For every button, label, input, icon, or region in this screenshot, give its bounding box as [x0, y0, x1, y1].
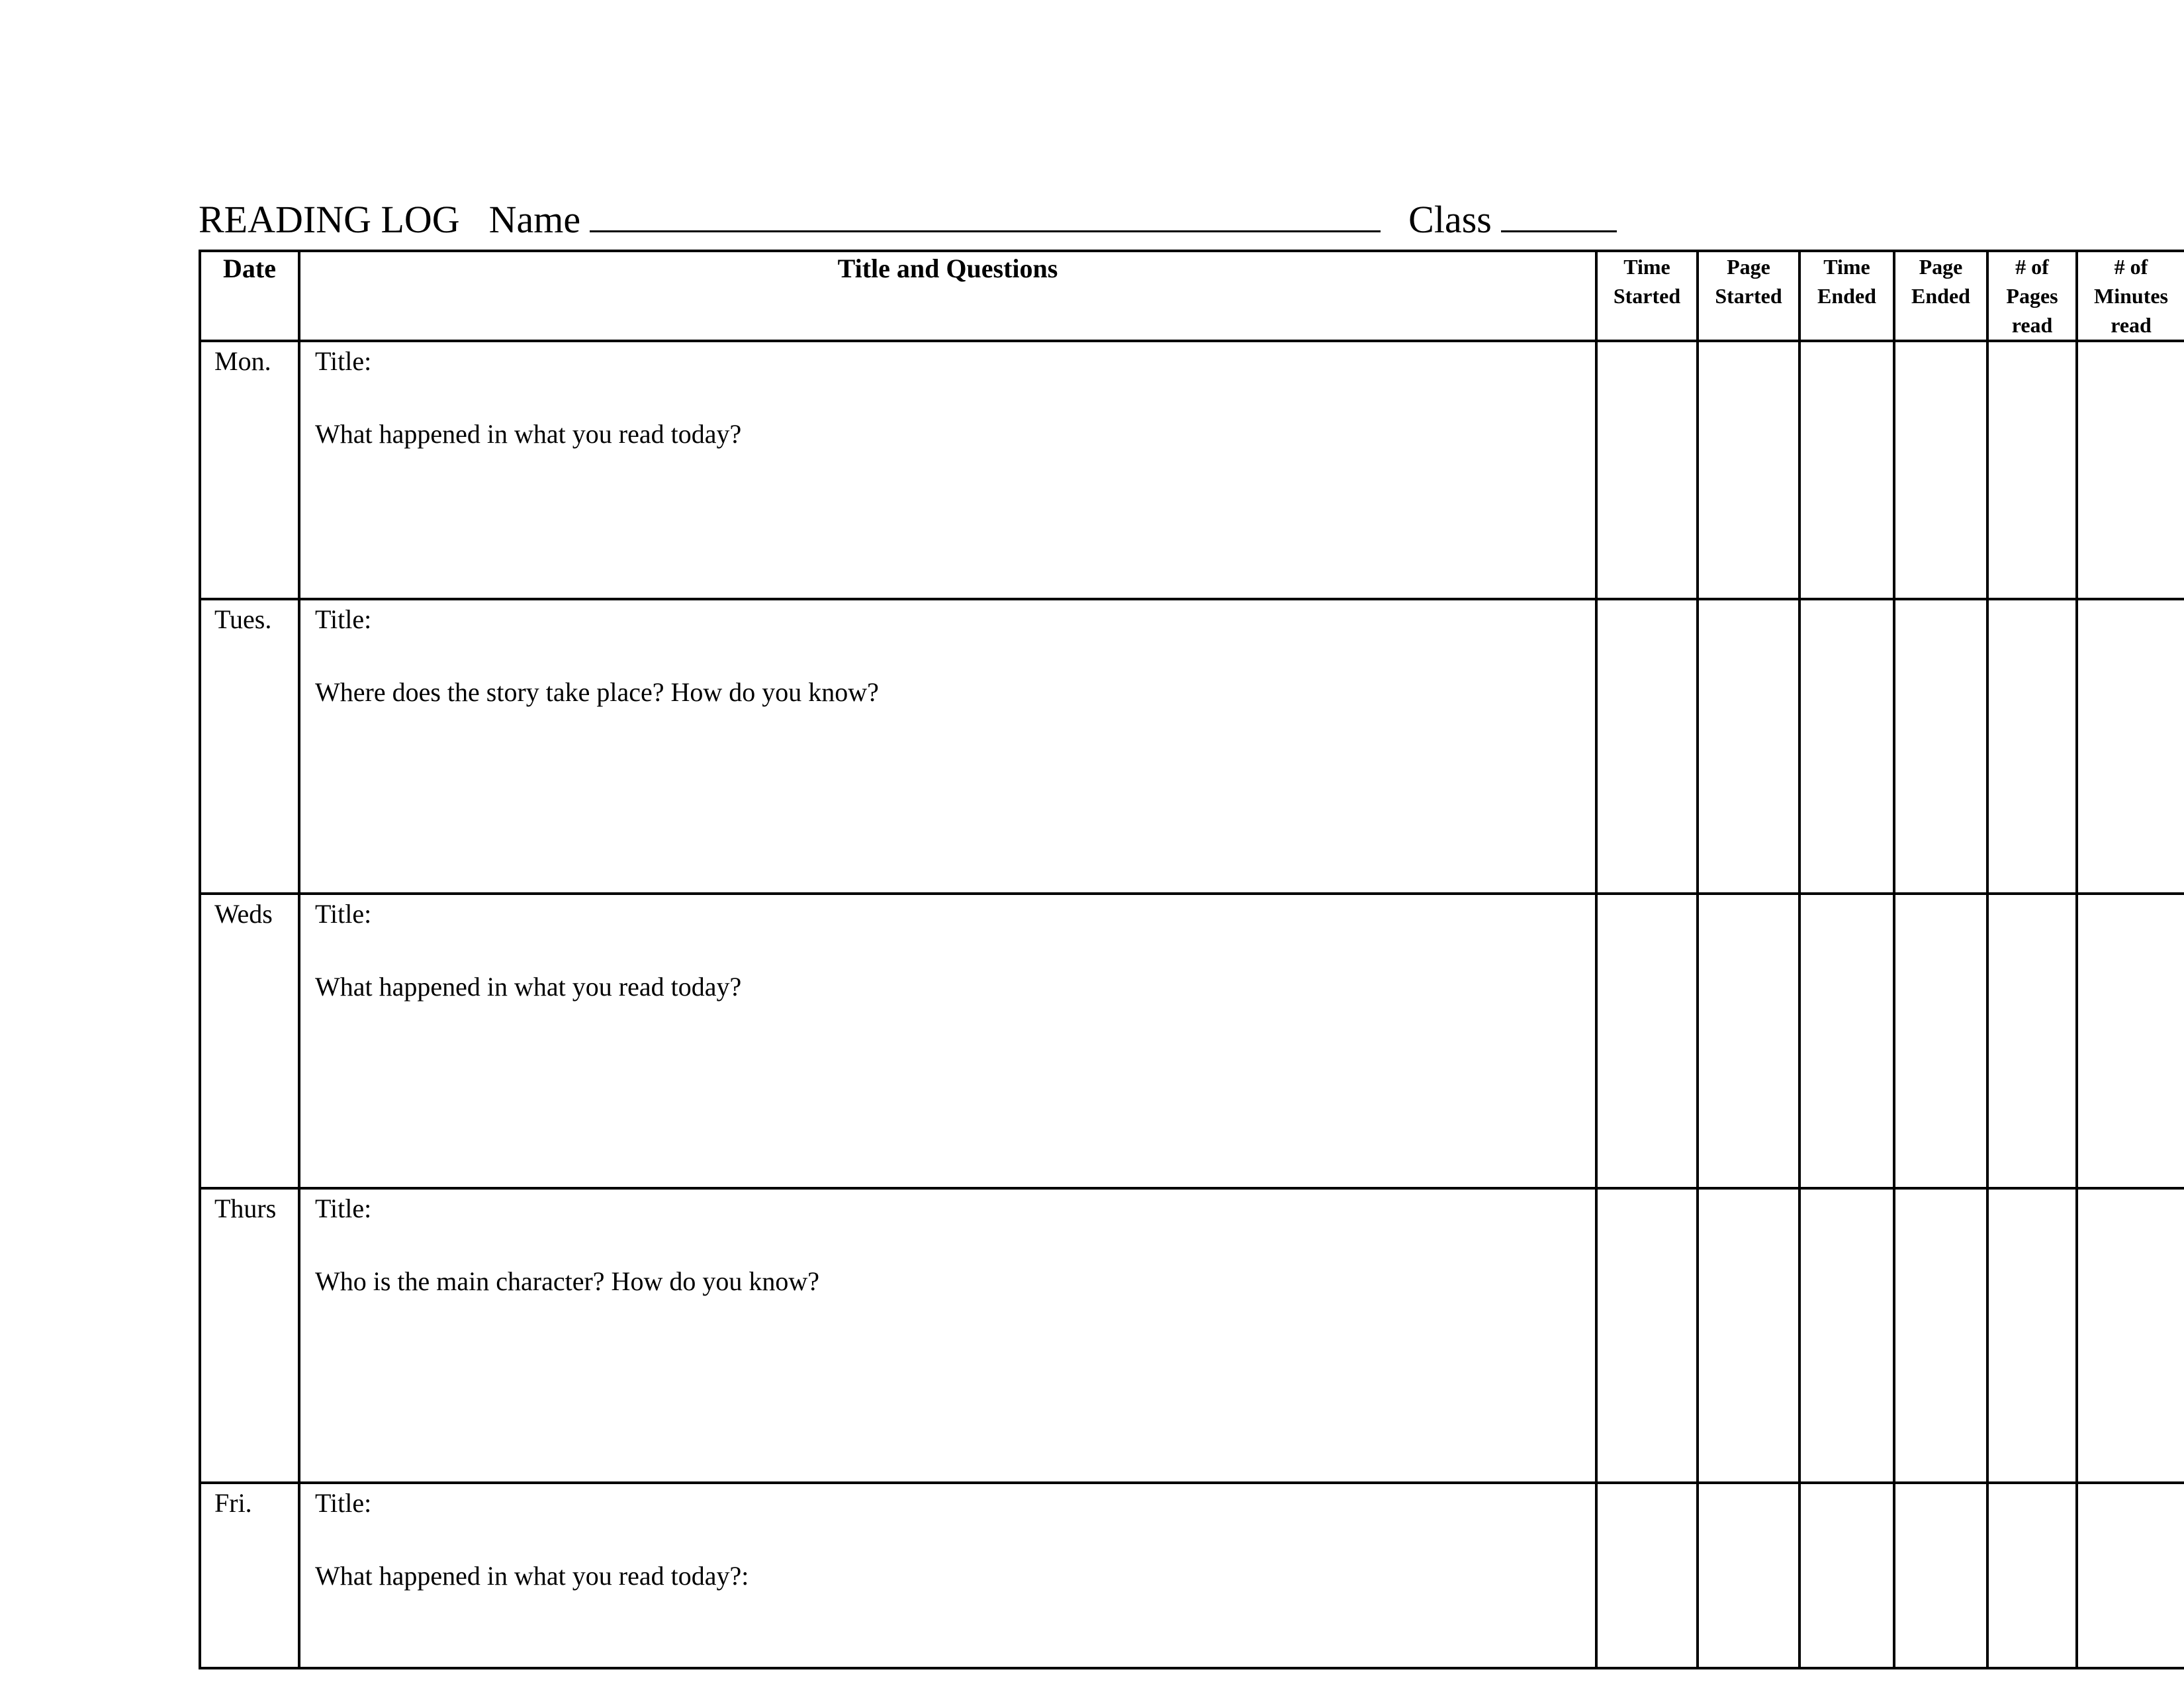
column-header-title-questions: Title and Questions — [299, 251, 1596, 341]
title-label: Title: — [315, 346, 372, 376]
pages-read-cell[interactable] — [1987, 599, 2077, 894]
day-label: Fri. — [200, 1483, 299, 1668]
table-row — [200, 894, 2184, 1188]
time-ended-cell[interactable] — [1799, 1188, 1894, 1483]
time-ended-cell[interactable] — [1799, 341, 1894, 599]
column-header-time-started: Time Started — [1596, 251, 1698, 341]
minutes-read-cell[interactable] — [2077, 341, 2184, 599]
column-header-page-started: Page Started — [1698, 251, 1799, 341]
table-row — [200, 1483, 2184, 1668]
column-header-page-ended: Page Ended — [1894, 251, 1987, 341]
page-started-cell[interactable] — [1698, 1483, 1799, 1668]
question-cell[interactable] — [299, 894, 1596, 1188]
class-field[interactable] — [1501, 193, 1617, 232]
column-header-date: Date — [200, 251, 299, 341]
page-started-cell[interactable] — [1698, 599, 1799, 894]
reading-log-table — [199, 250, 2184, 1669]
title-label: Title: — [315, 1194, 372, 1223]
pages-read-cell[interactable] — [1987, 894, 2077, 1188]
title-label: Title: — [315, 604, 372, 634]
minutes-read-cell[interactable] — [2077, 599, 2184, 894]
question-cell[interactable] — [299, 599, 1596, 894]
time-ended-cell[interactable] — [1799, 599, 1894, 894]
header-row — [200, 251, 2184, 341]
time-ended-cell[interactable] — [1799, 894, 1894, 1188]
day-label: Thurs — [200, 1188, 299, 1483]
title-label: Title: — [315, 1488, 372, 1518]
day-label: Mon. — [200, 341, 299, 599]
name-field[interactable] — [590, 193, 1381, 232]
pages-read-cell[interactable] — [1987, 1483, 2077, 1668]
time-started-cell[interactable] — [1596, 341, 1698, 599]
question-text: Who is the main character? How do you know? — [315, 1266, 819, 1296]
table-row — [200, 599, 2184, 894]
page-header — [199, 193, 1787, 246]
title-label: Title: — [315, 899, 372, 929]
table-row — [200, 341, 2184, 599]
question-text: What happened in what you read today?: — [315, 1561, 749, 1591]
minutes-read-cell[interactable] — [2077, 1188, 2184, 1483]
page-ended-cell[interactable] — [1894, 599, 1987, 894]
page-started-cell[interactable] — [1698, 894, 1799, 1188]
time-started-cell[interactable] — [1596, 1483, 1698, 1668]
column-header-time-ended: Time Ended — [1799, 251, 1894, 341]
page-started-cell[interactable] — [1698, 341, 1799, 599]
page-started-cell[interactable] — [1698, 1188, 1799, 1483]
pages-read-cell[interactable] — [1987, 341, 2077, 599]
question-text: Where does the story take place? How do you know? — [315, 677, 879, 707]
time-ended-cell[interactable] — [1799, 1483, 1894, 1668]
class-label: Class — [1408, 198, 1492, 241]
page-ended-cell[interactable] — [1894, 1188, 1987, 1483]
question-cell[interactable] — [299, 1483, 1596, 1668]
time-started-cell[interactable] — [1596, 599, 1698, 894]
question-cell[interactable] — [299, 1188, 1596, 1483]
column-header-minutes-read: # of Minutes read — [2077, 251, 2184, 341]
time-started-cell[interactable] — [1596, 1188, 1698, 1483]
page-title: READING LOG — [199, 198, 460, 241]
time-started-cell[interactable] — [1596, 894, 1698, 1188]
page-ended-cell[interactable] — [1894, 894, 1987, 1188]
question-text: What happened in what you read today? — [315, 972, 742, 1002]
column-header-pages-read: # of Pages read — [1987, 251, 2077, 341]
day-label: Tues. — [200, 599, 299, 894]
name-label: Name — [488, 198, 581, 241]
question-cell[interactable] — [299, 341, 1596, 599]
day-label: Weds — [200, 894, 299, 1188]
page-ended-cell[interactable] — [1894, 341, 1987, 599]
page-ended-cell[interactable] — [1894, 1483, 1987, 1668]
minutes-read-cell[interactable] — [2077, 894, 2184, 1188]
pages-read-cell[interactable] — [1987, 1188, 2077, 1483]
minutes-read-cell[interactable] — [2077, 1483, 2184, 1668]
table-row — [200, 1188, 2184, 1483]
question-text: What happened in what you read today? — [315, 419, 742, 449]
